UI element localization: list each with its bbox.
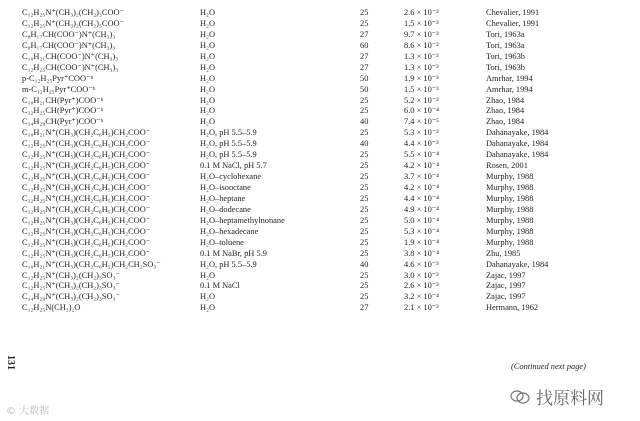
reference-cell: Zajac, 1997 (486, 270, 526, 280)
compound-cell: C₁₂H₂₅N⁺(CH₃)₂(CH₂)₃SO₃⁻ (22, 270, 120, 280)
compound-cell: C₁₄H₂₉CH(Pyr⁺)COO⁻ᵇ (22, 117, 104, 127)
cmc-value-cell: 5.5 × 10⁻⁴ (404, 150, 440, 160)
temperature-cell: 25 (360, 292, 369, 302)
compound-cell: C₁₂H₂₅N⁺(CH₃)(CH₂C₆H₅)CH₂COO⁻ (22, 161, 151, 171)
temperature-cell: 25 (360, 281, 369, 291)
table-row (22, 227, 602, 238)
cmc-value-cell: 2.6 × 10⁻³ (404, 8, 439, 17)
reference-cell: Chevalier, 1991 (486, 18, 540, 28)
cmc-value-cell: 4.9 × 10⁻⁴ (404, 204, 440, 214)
compound-cell: C₁₂H₂₅N⁺(CH₃)(CH₂C₆H₅)CH₂COO⁻ (22, 204, 151, 214)
temperature-cell: 50 (360, 84, 369, 94)
watermark-right-text: 找原料网 (536, 389, 604, 409)
cmc-value-cell: 1.3 × 10⁻³ (404, 62, 439, 72)
reference-cell: Hermann, 1962 (486, 303, 539, 313)
compound-cell: C₁₄H₂₉N⁺(CH₃)₂(CH₂)₃SO₃⁻ (22, 292, 120, 302)
solvent-cell: H₂O (200, 106, 216, 116)
reference-cell: Tori, 1963b (486, 51, 525, 61)
compound-cell: C₁₂H₂₅N⁺(CH₃)(CH₂C₆H₅)CH₂COO⁻ (22, 193, 151, 203)
temperature-cell: 25 (360, 193, 369, 203)
reference-cell: Murphy, 1988 (486, 193, 534, 203)
reference-cell: Murphy, 1988 (486, 215, 534, 225)
compound-cell: C₁₂H₂₅CH(COO⁻)N⁺(CH₃)₃ (22, 62, 119, 72)
cmc-value-cell: 4.2 × 10⁻⁴ (404, 161, 440, 171)
cmc-value-cell: 1.3 × 10⁻² (404, 51, 439, 61)
solvent-cell: H₂O (200, 292, 216, 302)
temperature-cell: 25 (360, 18, 369, 28)
table-row (22, 194, 602, 205)
solvent-cell: H₂O, pH 5.5–5.9 (200, 139, 257, 149)
table-row (22, 150, 602, 161)
table-row (22, 205, 602, 216)
temperature-cell: 25 (360, 172, 369, 182)
temperature-cell: 40 (360, 259, 369, 269)
table-row (22, 281, 602, 292)
reference-cell: Zhao, 1984 (486, 106, 525, 116)
solvent-cell: H₂O–heptane (200, 193, 246, 203)
table-row (22, 41, 602, 52)
cmc-value-cell: 4.6 × 10⁻³ (404, 259, 439, 269)
cmc-value-cell: 5.0 × 10⁻⁴ (404, 215, 440, 225)
temperature-cell: 25 (360, 215, 369, 225)
table-row (22, 8, 602, 19)
compound-cell: C₁₀H₂₁CH(Pyr⁺)COO⁻ᵇ (22, 95, 104, 105)
cmc-value-cell: 3.7 × 10⁻⁴ (404, 172, 440, 182)
reference-cell: Murphy, 1988 (486, 204, 534, 214)
compound-cell: C₁₂H₂₅CH(Pyr⁺)COO⁻ᵇ (22, 106, 104, 116)
table-row (22, 19, 602, 30)
temperature-cell: 25 (360, 8, 369, 17)
reference-cell: Amrhar, 1994 (486, 73, 533, 83)
table-row (22, 238, 602, 249)
temperature-cell: 25 (360, 150, 369, 160)
cmc-value-cell: 2.6 × 10⁻³ (404, 281, 439, 291)
solvent-cell: H₂O (200, 95, 216, 105)
compound-cell: C₁₂H₂₅N⁺(CH₃)₂(CH₂)₅COO⁻ (22, 18, 124, 28)
table-row (22, 128, 602, 139)
solvent-cell: H₂O (200, 51, 216, 61)
reference-cell: Dahanayake, 1984 (486, 139, 549, 149)
table-row (22, 85, 602, 96)
compound-cell: C₈H₁₇CH(COO⁻)N⁺(CH₃)₃ (22, 29, 116, 39)
solvent-cell: H₂O (200, 62, 216, 72)
table-row (22, 303, 602, 314)
reference-cell: Dahanayake, 1984 (486, 150, 549, 160)
compound-cell: C₁₂H₂₅N⁺(CH₃)₂(CH₂)₃COO⁻ (22, 8, 124, 17)
table-row (22, 139, 602, 150)
compound-cell: C₁₂H₂₅N⁺(CH₃)(CH₂C₆H₅)CH₂COO⁻ (22, 150, 151, 160)
compound-cell: C₁₂H₂₅N⁺(CH₃)(CH₂C₆H₅)CH₂COO⁻ (22, 248, 151, 258)
table-row (22, 216, 602, 227)
cmc-value-cell: 3.8 × 10⁻⁴ (404, 248, 440, 258)
compound-cell: C₁₀H₂₁N⁺(CH₃)(CH₂C₆H₅)CH₂COO⁻ (22, 128, 151, 138)
temperature-cell: 25 (360, 183, 369, 192)
temperature-cell: 25 (360, 95, 369, 105)
temperature-cell: 25 (360, 128, 369, 138)
temperature-cell: 25 (360, 161, 369, 171)
watermark-right (510, 384, 604, 409)
compound-cell: C₁₀H₂₁CH(COO⁻)N⁺(CH₃)₃ (22, 51, 119, 61)
compound-cell: C₁₂H₂₅N⁺(CH₃)(CH₂C₆H₅)CH₂COO⁻ (22, 237, 151, 247)
reference-cell: Murphy, 1988 (486, 237, 534, 247)
compound-cell: C₁₂H₂₅N⁺(CH₃)(CH₂C₆H₅)CH₂COO⁻ (22, 183, 151, 192)
temperature-cell: 25 (360, 204, 369, 214)
cmc-value-cell: 8.6 × 10⁻² (404, 40, 439, 50)
temperature-cell: 60 (360, 40, 369, 50)
reference-cell: Dahanayake, 1984 (486, 259, 549, 269)
compound-cell: C₁₂H₂₅N⁺(CH₃)(CH₂C₆H₅)CH₂COO⁻ (22, 215, 151, 225)
compound-cell: C₁₀H₂₁N⁺(CH₃)(CH₂C₆H₅)CH₂CH₂SO₃⁻ (22, 259, 161, 269)
cmc-value-cell: 7.4 × 10⁻⁵ (404, 117, 440, 127)
compound-cell: p-C₁₂H₂₅Pyr⁺COO⁻ᵇ (22, 73, 94, 83)
solvent-cell: H₂O (200, 29, 216, 39)
temperature-cell: 27 (360, 29, 369, 39)
reference-cell: Zajac, 1997 (486, 292, 526, 302)
reference-cell: Zajac, 1997 (486, 281, 526, 291)
page-number: 131 (5, 355, 16, 370)
temperature-cell: 25 (360, 248, 369, 258)
compound-cell: C₁₂H₂₅N⁺(CH₃)(CH₂C₆H₅)CH₂COO⁻ (22, 139, 151, 149)
temperature-cell: 27 (360, 303, 369, 313)
solvent-cell: H₂O–toluene (200, 237, 244, 247)
solvent-cell: H₂O (200, 270, 216, 280)
cmc-value-cell: 4.4 × 10⁻³ (404, 139, 439, 149)
data-table (22, 8, 602, 314)
reference-cell: Murphy, 1988 (486, 226, 534, 236)
temperature-cell: 40 (360, 117, 369, 127)
reference-cell: Zhu, 1985 (486, 248, 521, 258)
table-row (22, 271, 602, 282)
cmc-value-cell: 4.4 × 10⁻⁴ (404, 193, 440, 203)
cmc-value-cell: 1.5 × 10⁻³ (404, 18, 439, 28)
solvent-cell: H₂O (200, 18, 216, 28)
reference-cell: Zhao, 1984 (486, 117, 525, 127)
solvent-cell: H₂O–isooctane (200, 183, 251, 192)
reference-cell: Murphy, 1988 (486, 172, 534, 182)
reference-cell: Tori, 1963a (486, 29, 525, 39)
cmc-value-cell: 1.9 × 10⁻³ (404, 73, 439, 83)
table-row (22, 249, 602, 260)
solvent-cell: H₂O (200, 8, 216, 17)
reference-cell: Amrhar, 1994 (486, 84, 533, 94)
temperature-cell: 50 (360, 73, 369, 83)
reference-cell: Tori, 1963b (486, 62, 525, 72)
reference-cell: Tori, 1963a (486, 40, 525, 50)
solvent-cell: H₂O–cyclohexane (200, 172, 262, 182)
cmc-value-cell: 1.5 × 10⁻³ (404, 84, 439, 94)
compound-cell: C₁₂H₂₅N⁺(CH₃)(CH₂C₆H₅)CH₂COO⁻ (22, 226, 151, 236)
cmc-value-cell: 1.9 × 10⁻⁴ (404, 237, 440, 247)
solvent-cell: H₂O, pH 5.5–5.9 (200, 150, 257, 160)
solvent-cell: H₂O–dodecane (200, 204, 251, 214)
cmc-value-cell: 5.3 × 10⁻³ (404, 128, 439, 138)
temperature-cell: 27 (360, 62, 369, 72)
cmc-value-cell: 3.2 × 10⁻⁴ (404, 292, 440, 302)
reference-cell: Rosen, 2001 (486, 161, 528, 171)
cmc-value-cell: 6.0 × 10⁻⁴ (404, 106, 440, 116)
table-row (22, 96, 602, 107)
solvent-cell: H₂O–heptamethylnonane (200, 215, 285, 225)
reference-cell: Dahanayake, 1984 (486, 128, 549, 138)
chat-bubble-icon (510, 390, 530, 404)
cmc-value-cell: 3.0 × 10⁻³ (404, 270, 439, 280)
temperature-cell: 40 (360, 139, 369, 149)
reference-cell: Murphy, 1988 (486, 183, 534, 192)
compound-cell: C₁₂H₂₅N⁺(CH₃)(CH₂C₆H₅)CH₂COO⁻ (22, 172, 151, 182)
solvent-cell: 0.1 M NaBr, pH 5.9 (200, 248, 267, 258)
solvent-cell: H₂O–hexadecane (200, 226, 259, 236)
reference-cell: Chevalier, 1991 (486, 8, 540, 17)
cmc-value-cell: 2.1 × 10⁻³ (404, 303, 439, 313)
table-row (22, 74, 602, 85)
cmc-value-cell: 4.2 × 10⁻⁴ (404, 183, 440, 192)
temperature-cell: 25 (360, 237, 369, 247)
table-row (22, 292, 602, 303)
compound-cell: C₁₂H₂₅N⁺(CH₃)₂(CH₂)₃SO₃⁻ (22, 281, 120, 291)
temperature-cell: 25 (360, 226, 369, 236)
solvent-cell: H₂O, pH 5.5–5.9 (200, 259, 257, 269)
temperature-cell: 27 (360, 51, 369, 61)
table-row (22, 52, 602, 63)
temperature-cell: 25 (360, 106, 369, 116)
table-row (22, 161, 602, 172)
solvent-cell: H₂O (200, 303, 216, 313)
solvent-cell: H₂O (200, 84, 216, 94)
cmc-value-cell: 5.3 × 10⁻⁴ (404, 226, 440, 236)
solvent-cell: 0.1 M NaCl (200, 281, 240, 291)
cmc-value-cell: 5.2 × 10⁻³ (404, 95, 439, 105)
cmc-value-cell: 9.7 × 10⁻² (404, 29, 439, 39)
compound-cell: C₈H₁₇CH(COO⁻)N⁺(CH₃)₃ (22, 40, 116, 50)
solvent-cell: 0.1 M NaCl, pH 5.7 (200, 161, 267, 171)
solvent-cell: H₂O (200, 73, 216, 83)
continued-note: (Continued next page) (511, 362, 586, 371)
table-row (22, 63, 602, 74)
watermark-left: © 大数据 (6, 406, 50, 417)
table-row (22, 260, 602, 271)
table-row (22, 117, 602, 128)
solvent-cell: H₂O, pH 5.5–5.9 (200, 128, 257, 138)
table-row (22, 30, 602, 41)
solvent-cell: H₂O (200, 40, 216, 50)
table-row (22, 183, 602, 194)
table-row (22, 106, 602, 117)
compound-cell: C₁₂H₂₅N(CH₃)₂O (22, 303, 81, 313)
reference-cell: Zhao, 1984 (486, 95, 525, 105)
temperature-cell: 25 (360, 270, 369, 280)
compound-cell: m-C₁₂H₂₅Pyr⁺COO⁻ᵇ (22, 84, 96, 94)
solvent-cell: H₂O (200, 117, 216, 127)
table-row (22, 172, 602, 183)
